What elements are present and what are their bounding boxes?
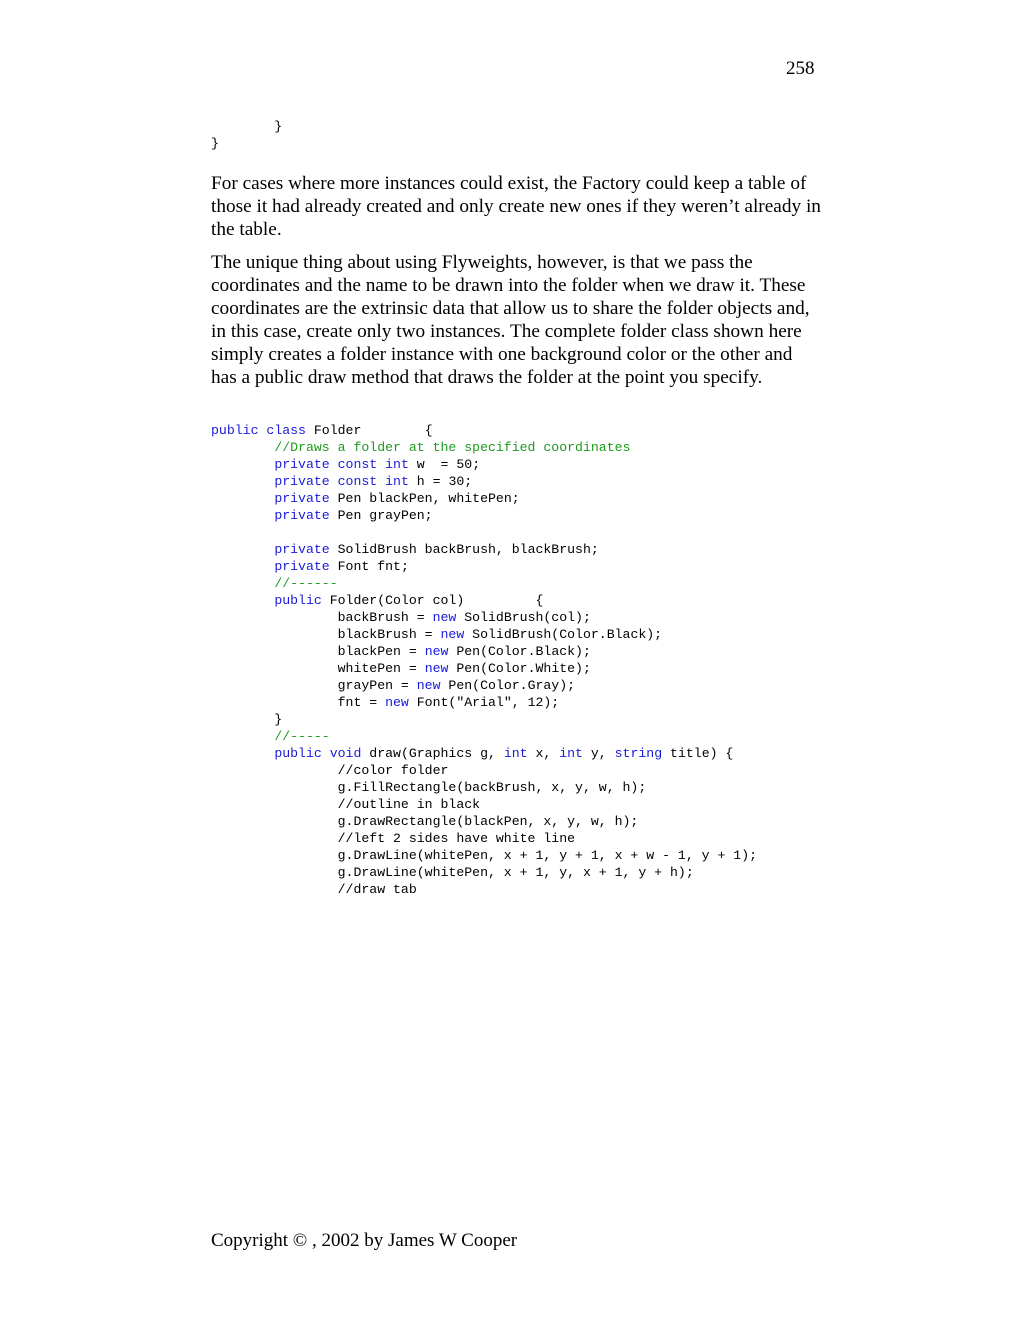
code-text: //draw tab — [211, 882, 417, 897]
code-text: Pen(Color.Black); — [448, 644, 591, 659]
code-keyword: class — [266, 423, 306, 438]
code-text: //left 2 sides have white line — [211, 831, 576, 846]
code-keyword: int — [385, 474, 409, 489]
code-text: } — [211, 712, 283, 727]
code-keyword: int — [503, 746, 528, 761]
paragraph-flyweights — [211, 251, 821, 389]
code-text — [330, 474, 338, 489]
code-text: fnt = — [211, 695, 386, 710]
code-text: grayPen = — [211, 678, 417, 693]
code-line — [211, 677, 757, 694]
code-text: Pen(Color.White); — [448, 661, 591, 676]
code-text — [211, 576, 274, 591]
code-keyword: public — [274, 593, 322, 608]
paragraph-text: For cases where more instances could exist, the Factory could keep a table of those it had already created and only create new ones if they weren’t already in the table. — [211, 173, 821, 240]
code-text: backBrush = — [211, 610, 433, 625]
code-comment: //----- — [274, 729, 330, 744]
code-text — [211, 559, 274, 574]
code-keyword: private — [274, 457, 330, 472]
code-text: Folder { — [305, 423, 433, 438]
code-text — [211, 593, 274, 608]
code-keyword: new — [424, 661, 449, 676]
code-line — [211, 881, 757, 898]
code-line — [211, 728, 757, 745]
code-text — [211, 729, 274, 744]
code-keyword: new — [424, 644, 449, 659]
code-text: Folder(Color col) { — [321, 593, 544, 608]
code-text — [377, 474, 385, 489]
code-line — [211, 541, 757, 558]
code-line — [211, 762, 757, 779]
code-line — [211, 473, 757, 490]
code-text: draw(Graphics g, — [361, 746, 504, 761]
code-keyword: private — [274, 474, 330, 489]
code-line — [211, 847, 757, 864]
code-keyword: new — [385, 695, 409, 710]
code-keyword: const — [337, 474, 378, 489]
code-line — [211, 660, 757, 677]
code-text: g.DrawLine(whitePen, x + 1, y, x + 1, y + h); — [211, 865, 694, 880]
code-text: blackBrush = — [211, 627, 441, 642]
page-number: 258 — [786, 58, 815, 79]
code-line — [211, 507, 757, 524]
code-text: g.DrawLine(whitePen, x + 1, y + 1, x + w - 1, y + 1); — [211, 848, 758, 863]
code-keyword: public — [211, 423, 259, 438]
code-keyword: void — [329, 746, 362, 761]
code-keyword: const — [337, 457, 378, 472]
code-text: Font fnt; — [329, 559, 409, 574]
code-text — [211, 440, 274, 455]
code-text: } — [211, 119, 283, 134]
code-text: g.FillRectangle(backBrush, x, y, w, h); — [211, 780, 647, 795]
code-keyword: private — [274, 542, 330, 557]
code-text: } — [211, 136, 219, 151]
code-text: Font("Arial", 12); — [408, 695, 560, 710]
code-block-top — [211, 118, 282, 152]
code-text — [211, 746, 274, 761]
code-line — [211, 694, 757, 711]
code-keyword: private — [274, 508, 330, 523]
code-line — [211, 558, 757, 575]
code-text: SolidBrush(col); — [456, 610, 591, 625]
code-keyword: private — [274, 559, 330, 574]
code-text — [211, 508, 274, 523]
code-text: SolidBrush(Color.Black); — [464, 627, 663, 642]
code-line — [211, 135, 282, 152]
code-line — [211, 609, 757, 626]
code-text: blackPen = — [211, 644, 425, 659]
code-text — [211, 474, 274, 489]
code-line — [211, 524, 757, 541]
code-line — [211, 796, 757, 813]
code-line — [211, 779, 757, 796]
code-text — [322, 746, 330, 761]
code-text — [211, 542, 274, 557]
paragraph-factory — [211, 172, 821, 241]
code-comment: //------ — [274, 576, 338, 591]
code-keyword: new — [432, 610, 457, 625]
code-text: h = 30; — [408, 474, 473, 489]
code-line — [211, 456, 757, 473]
copyright-footer: Copyright © , 2002 by James W Cooper — [211, 1230, 518, 1251]
code-text: w = 50; — [408, 457, 481, 472]
code-line — [211, 422, 757, 439]
code-text: //color folder — [211, 763, 449, 778]
code-text: Pen blackPen, whitePen; — [329, 491, 520, 506]
code-text — [330, 457, 338, 472]
code-block-folder-class — [211, 422, 757, 898]
code-line — [211, 813, 757, 830]
code-text: SolidBrush backBrush, blackBrush; — [329, 542, 599, 557]
code-line — [211, 118, 282, 135]
code-keyword: private — [274, 491, 330, 506]
code-line — [211, 626, 757, 643]
code-line — [211, 643, 757, 660]
code-text — [211, 457, 274, 472]
code-line — [211, 864, 757, 881]
code-line — [211, 575, 757, 592]
code-line — [211, 592, 757, 609]
code-text — [211, 491, 274, 506]
code-text: title) { — [662, 746, 734, 761]
code-comment: //Draws a folder at the specified coordinates — [274, 440, 631, 455]
paragraph-text: The unique thing about using Flyweights, however, is that we pass the coordinates and the name to be drawn into the folder when we draw it. These coordinates are the extrinsic data that allow us to share the folder objects and, in this case, create only two instances. The complete folder class shown here simply creates a folder instance with one background color or the other and has a public draw method that draws the folder at the point you specify. — [211, 252, 810, 388]
code-line — [211, 745, 757, 762]
code-line — [211, 830, 757, 847]
code-text: Pen grayPen; — [329, 508, 433, 523]
code-text: y, — [582, 746, 615, 761]
code-text: whitePen = — [211, 661, 425, 676]
code-text: //outline in black — [211, 797, 481, 812]
code-keyword: public — [274, 746, 322, 761]
code-text: Pen(Color.Gray); — [440, 678, 576, 693]
code-text — [377, 457, 385, 472]
code-text: x, — [527, 746, 560, 761]
code-keyword: string — [614, 746, 663, 761]
code-keyword: new — [416, 678, 441, 693]
code-keyword: int — [559, 746, 583, 761]
code-line — [211, 439, 757, 456]
code-keyword: int — [385, 457, 409, 472]
code-line — [211, 490, 757, 507]
code-text: g.DrawRectangle(blackPen, x, y, w, h); — [211, 814, 639, 829]
code-line — [211, 711, 757, 728]
code-keyword: new — [440, 627, 465, 642]
